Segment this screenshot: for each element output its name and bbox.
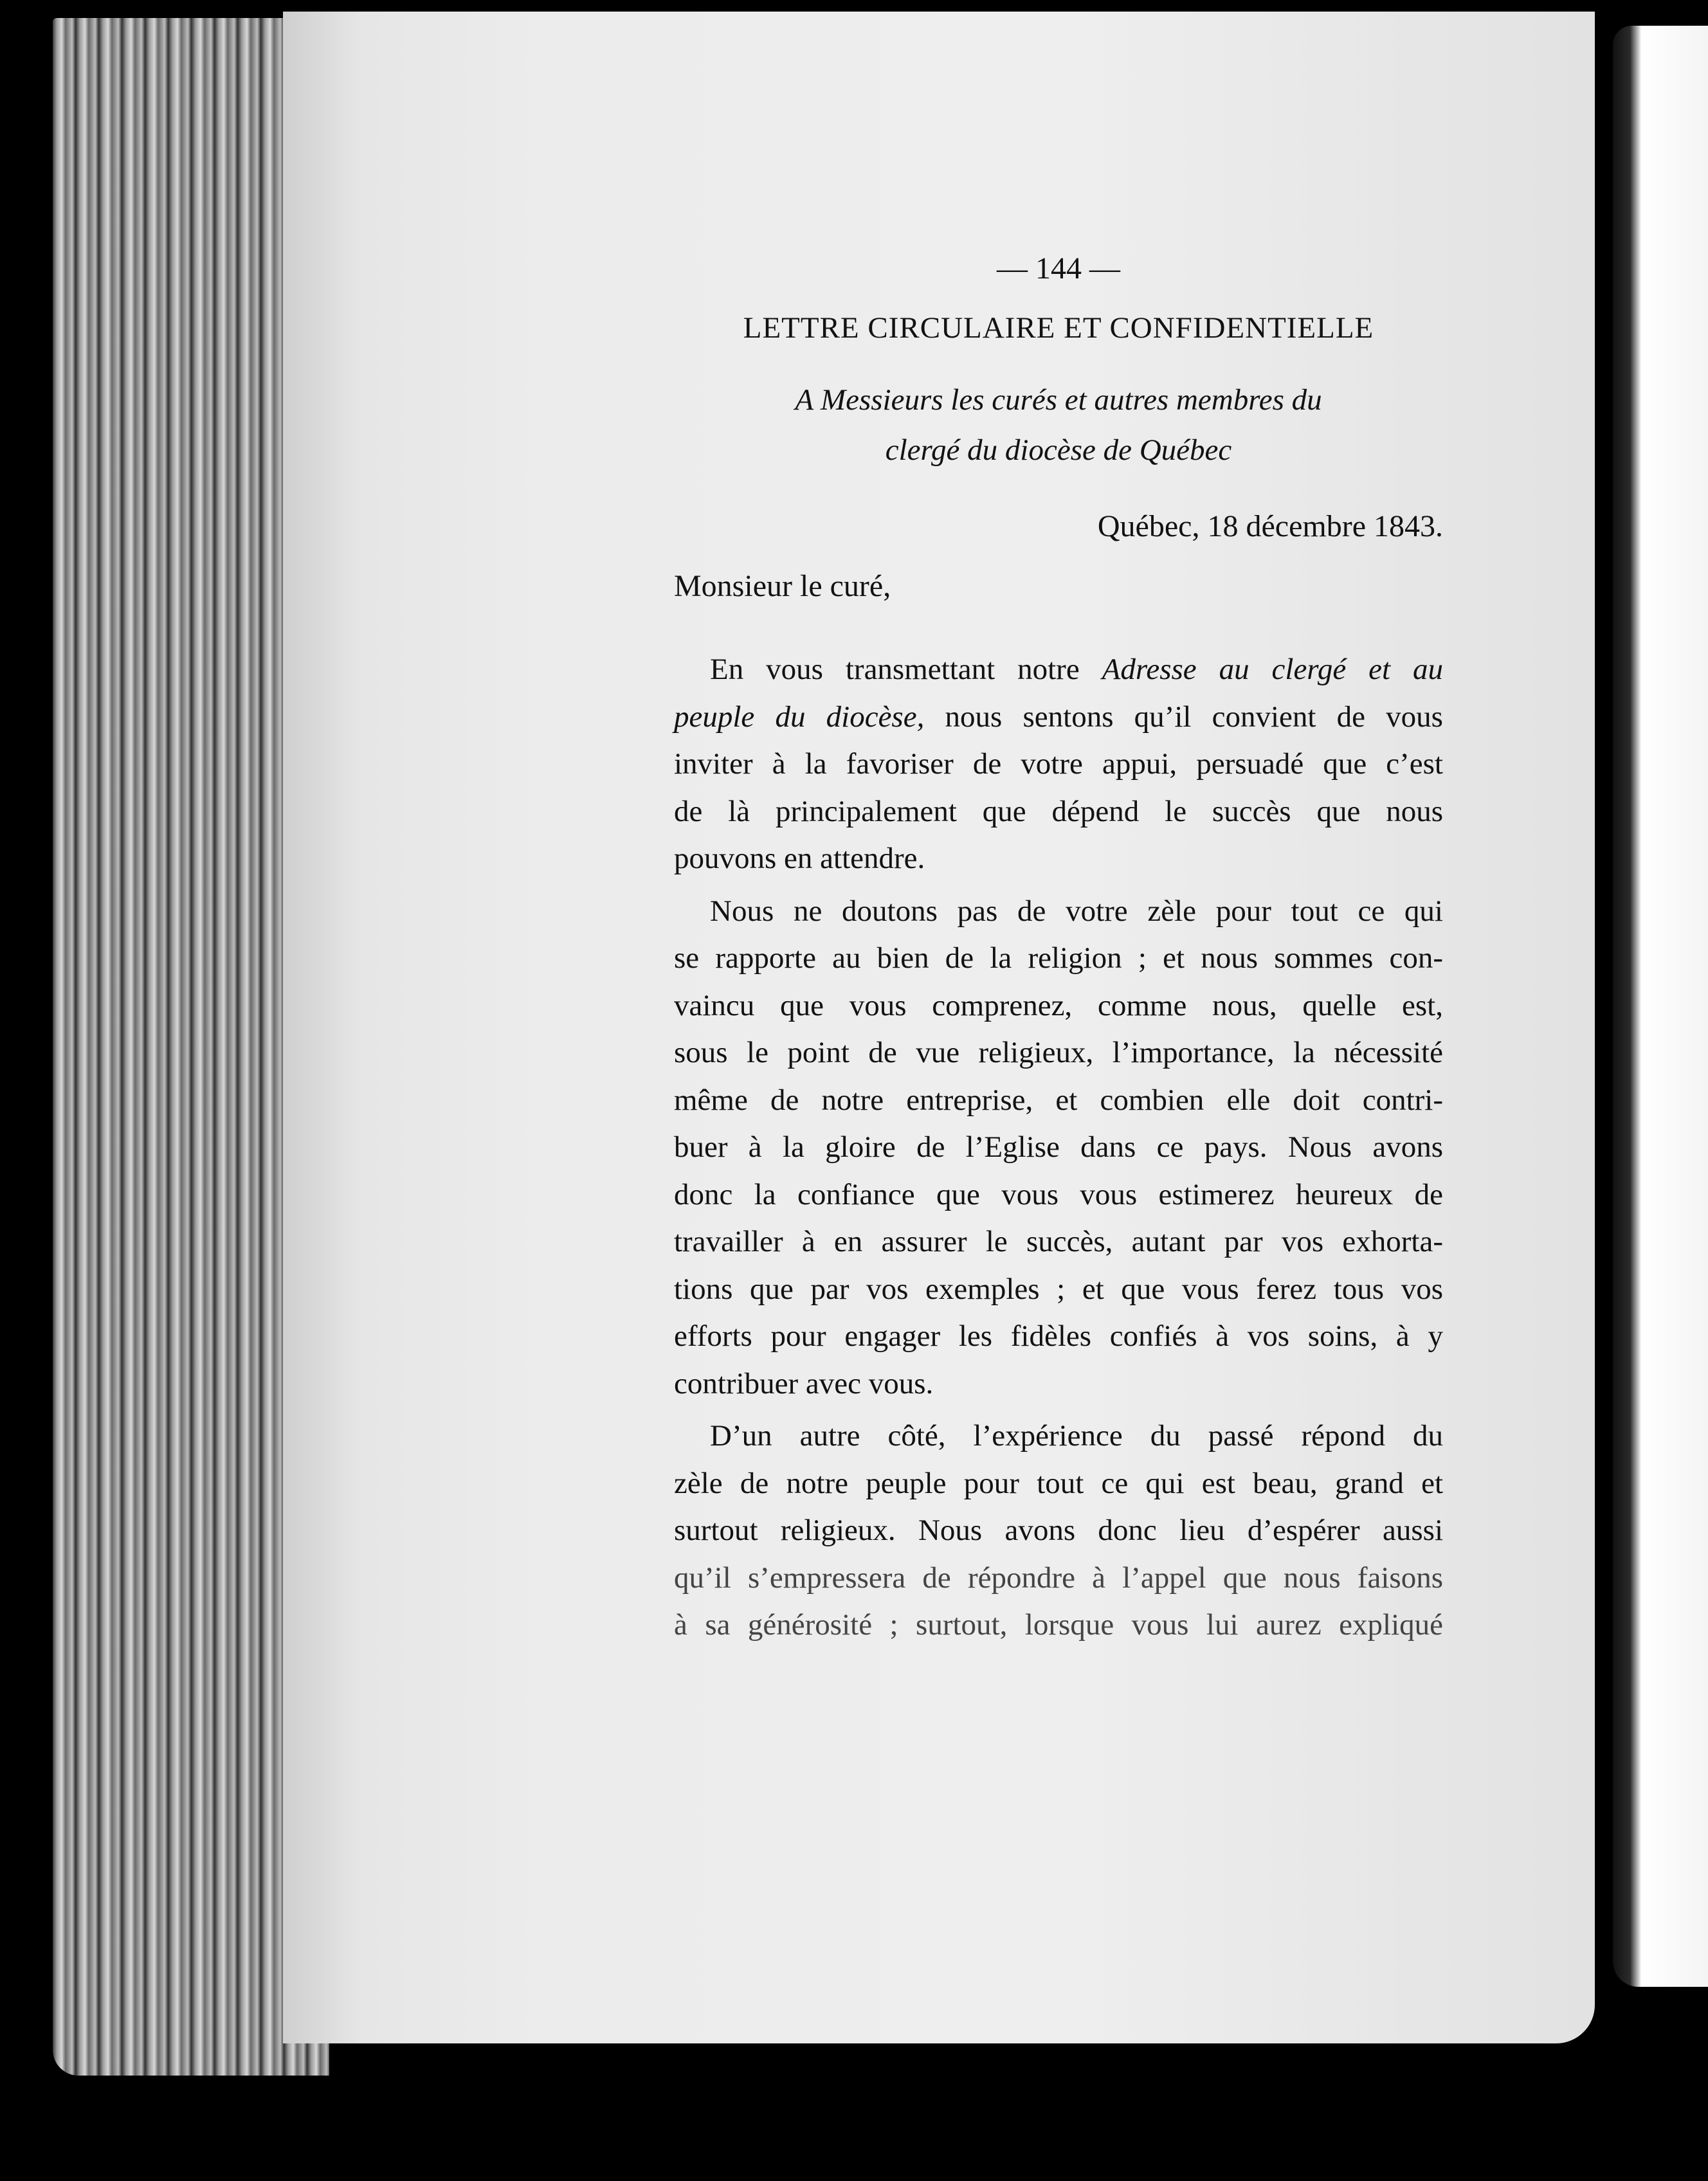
paragraph-line: pouvons en attendre. bbox=[674, 842, 925, 875]
salutation: Monsieur le curé, bbox=[674, 569, 891, 603]
addressee-line: A Messieurs les curés et autres membres du bbox=[795, 383, 1322, 417]
paragraph-line: En vous transmettant notre Adresse au clergé et au bbox=[710, 653, 1443, 686]
paragraph-line: à sa générosité ; surtout, lorsque vous lui aurez expliqué bbox=[674, 1608, 1443, 1642]
paragraph-line: inviter à la favoriser de votre appui, persuadé que c’est bbox=[674, 747, 1443, 781]
paragraph-line: sous le point de vue religieux, l’importance, la nécessité bbox=[674, 1036, 1443, 1069]
letter-heading: LETTRE CIRCULAIRE ET CONFIDENTIELLE bbox=[743, 311, 1374, 345]
paragraph-line: se rapporte au bien de la religion ; et nous sommes con- bbox=[674, 941, 1443, 975]
paragraph-2 bbox=[674, 888, 1443, 1408]
letter-addressee bbox=[674, 375, 1443, 475]
paragraph-line: tions que par vos exemples ; et que vous ferez tous vos bbox=[674, 1272, 1443, 1306]
paragraph-line: même de notre entreprise, et combien elle doit contri- bbox=[674, 1083, 1443, 1117]
italic-title: peuple du diocèse, bbox=[674, 700, 925, 734]
paragraph-line: donc la confiance que vous vous estimerez heureux de bbox=[674, 1177, 1443, 1211]
paragraph-line: zèle de notre peuple pour tout ce qui est beau, grand et bbox=[674, 1466, 1443, 1500]
page-number: — 144 — bbox=[997, 251, 1120, 285]
paragraph-line: vaincu que vous comprenez, comme nous, quelle est, bbox=[674, 988, 1443, 1022]
italic-title: Adresse au clergé et au bbox=[1102, 653, 1443, 686]
paragraph-line: de là principalement que dépend le succès que nous bbox=[674, 794, 1443, 828]
letter-date: Québec, 18 décembre 1843. bbox=[1097, 509, 1443, 543]
paragraph-line: contribuer avec vous. bbox=[674, 1366, 934, 1400]
paragraph-line: travailler à en assurer le succès, autant par vos exhorta- bbox=[674, 1225, 1443, 1258]
page-text bbox=[674, 251, 1443, 1654]
paragraph-line: surtout religieux. Nous avons donc lieu d’espérer aussi bbox=[674, 1514, 1443, 1547]
paragraph-line: peuple du diocèse, nous sentons qu’il convient de vous bbox=[674, 700, 1443, 734]
paragraph-line: efforts pour engager les fidèles confiés à vos soins, à y bbox=[674, 1319, 1443, 1353]
paragraph-line: buer à la gloire de l’Eglise dans ce pays. Nous avons bbox=[674, 1130, 1443, 1164]
paragraph-1 bbox=[674, 646, 1443, 883]
paragraph-3 bbox=[674, 1413, 1443, 1649]
paragraph-line: D’un autre côté, l’expérience du passé répond du bbox=[710, 1419, 1443, 1452]
addressee-line: clergé du diocèse de Québec bbox=[885, 433, 1232, 467]
facing-page-edge bbox=[1613, 26, 1708, 1987]
paragraph-line: Nous ne doutons pas de votre zèle pour tout ce qui bbox=[710, 894, 1443, 928]
paragraph-line: qu’il s’empressera de répondre à l’appel que nous faisons bbox=[674, 1561, 1443, 1595]
